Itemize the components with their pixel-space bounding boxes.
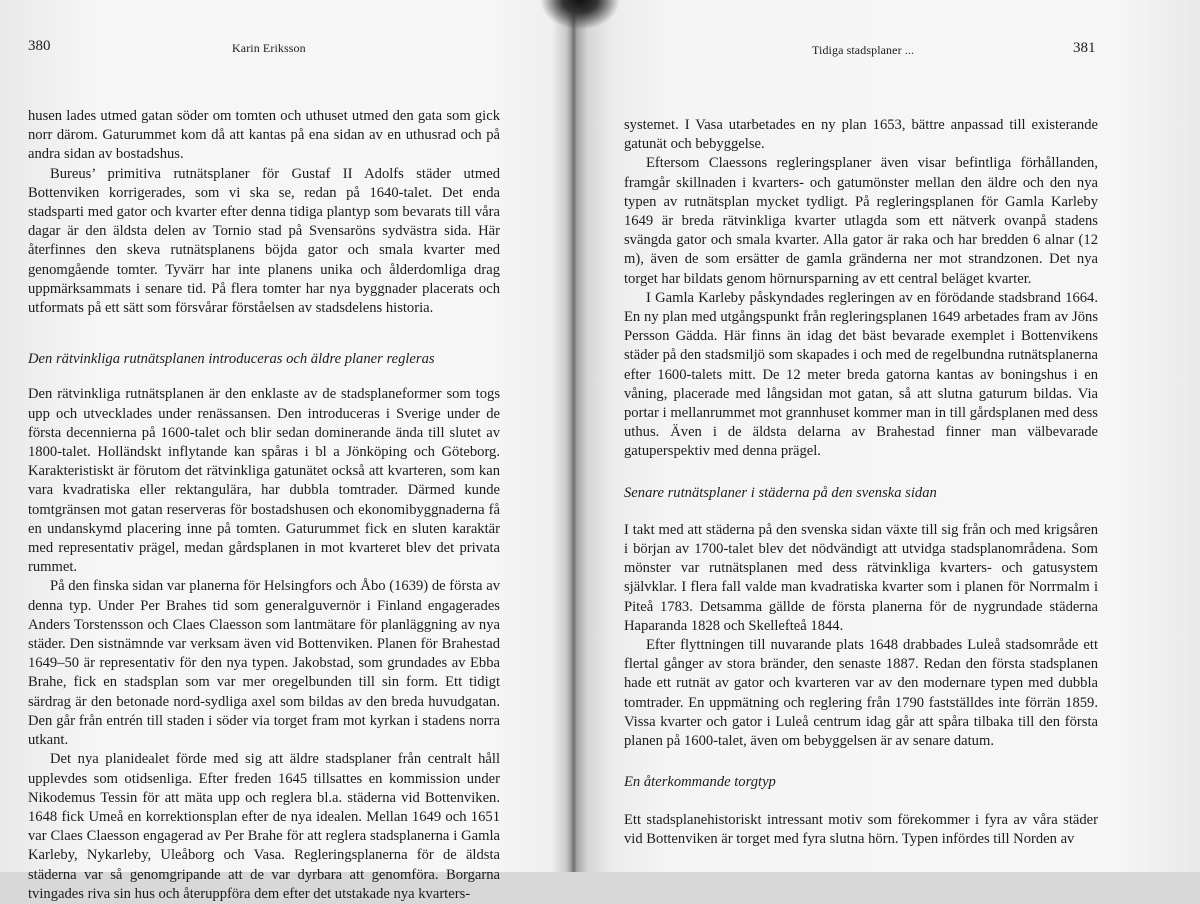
left-text-block: [28, 107, 500, 904]
paragraph: systemet. I Vasa utarbetades en ny plan 1653, bättre anpassad till existerande gatunät och bebyggelse.: [624, 117, 1098, 153]
paragraph: I Gamla Karleby påskyndades regleringen av en förödande stadsbrand 1664. En ny plan med utgångspunkt från regleringsplanen 1649 arbetades fram av Jöns Persson Gädda. Här finns än idag det bäst bevarade exemplet i Bottenvikens städer på den stadsmiljö som skapades i och med de regelbundna rutnätsplanerna efter 1600-talets mitt. De 12 meter breda gatorna kantas av boningshus i en våning, placerade med långsidan mot gatan, så att slutna gaturum bildas. Via portar i mellanrummet mot grannhuset kommer man in till gårdsplanen med dess uthus. Även i de äldsta delarna av Brahestad finner man välbevarade gatuperspektiv med denna prägel.: [624, 289, 1098, 460]
running-head: Tidiga stadsplaner ...: [812, 43, 915, 57]
section-heading: En återkommande torgtyp: [624, 774, 776, 791]
paragraph: I takt med att städerna på den svenska sidan växte till sig från och med krigsåren i början av 1700-talet blev det nödvändigt att utvidga stadsplanområdena. Som mönster var rutnätsplanen med dess rätvinkliga kvarters- och gatusystem självklar. I flera fall valde man kvadratiska kvarter som i planen för Norrmalm i Piteå 1783. Detsamma gällde de första planerna för de nygrundade städerna Haparanda 1828 och Skellefteå 1844.: [624, 521, 1098, 634]
paragraph: På den finska sidan var planerna för Helsingfors och Åbo (1639) de första av denna typ. Under Per Brahes tid som generalguvernör i Finland engagerades Anders Torstensson och Claes Claesson som lantmätare för planläggning av nya städer. Den sistnämnde var verksam även vid Bottenviken. Planen för Brahestad 1649–50 är representativ för den nya typen. Jakobstad, som grundades av Ebba Brahe, fick en stadsplan som var mer oregelbunden till sin form. Ett tidigt särdrag är den betonade nord-sydliga axel som bildas av den breda huvudgatan. Den går från entrén till staden i söder via torget fram mot kyrkan i stadens norra utkant.: [28, 578, 500, 749]
page-number: 380: [28, 38, 51, 54]
gutter-shadow: [540, 0, 620, 30]
paragraph: Den rätvinkliga rutnätsplanen är den enklaste av de stadsplaneformer som togs upp och utvecklades under renässansen. Den introduceras i Sverige under de första decennierna på 1600-talet och blir sedan dominerande ända till slutet av 1800-talet. Holländskt inflytande kan spåras i bl a Jönköping och Göteborg. Karakteristiskt är förutom det rätvinkliga gatunätet också att kvarteren, som kan vara kvadratiska eller rektangulära, har dubbla tomtrader. Därmed kunde tomtgränsen mot gatan reserveras för bostadshusen och ekonomibyggnaderna få en undanskymd placering inne på tomten. Gaturummet fick en sluten karaktär med representativ prägel, medan gårdsplanen in mot kvarteret blev det privata rummet.: [28, 386, 500, 576]
paragraph: Bureus’ primitiva rutnätsplaner för Gustaf II Adolfs städer utmed Bottenviken korrigerades, som vi ska se, redan på 1640-talet. Det enda stadsparti med gator och kvarter efter denna tidiga plantyp som bevarats till våra dagar är den äldsta delen av Tornio stad på Svensaröns sydvästra sida. Här återfinnes den skeva rutnätsplanens böjda gator och smala kvarter med genomgående tomter. Tyvärr har inte planens unika och ålderdomliga drag uppmärksammats i senare tid. På flera tomter har nya byggnader placerats och utformats på ett sätt som försvårar förståelsen av stadsdelens historia.: [28, 165, 500, 317]
section-heading: Senare rutnätsplaner i städerna på den svenska sidan: [624, 484, 937, 501]
paragraph: husen lades utmed gatan söder om tomten och uthuset utmed den gata som gick norr därom. Gaturummet kom då att kantas på ena sidan av en uthusrad och på andra sidan av bostadshus.: [28, 108, 500, 163]
right-text-block: [624, 116, 1098, 849]
paragraph: Efter flyttningen till nuvarande plats 1648 drabbades Luleå stadsområde ett flertal gånger av stora bränder, den senaste 1887. Redan den första stadsplanen hade ett rutnät av gator och kvarteren var av den modernare typen med dubbla tomtrader. En uppmätning och reglering från 1790 fastställdes inte förrän 1859. Vissa kvarter och gator i Luleå centrum idag går att spåra tilbaka till den första planen på 1600-talet, även om bebyggelsen är av senare datum.: [624, 637, 1098, 750]
paragraph: Det nya planidealet förde med sig att äldre stadsplaner från centralt håll upplevdes som otidsenliga. Efter freden 1645 tillsattes en kommission under Nikodemus Tessin för att mäta upp och reglera bl.a. städerna vid Bottenviken. 1648 fick Umeå en korrektionsplan efter de nya idealen. Mellan 1649 och 1651 var Claes Claesson engagerad av Per Brahe för att reglera stadsplanerna i Gamla Karleby, Nykarleby, Uleåborg och Vasa. Regleringsplanerna för de äldsta städerna var så genomgripande att de var dyrbara att genomföra. Borgarna tvingades riva sin hus och återuppföra dem efter det utstakade nya kvarters-: [28, 751, 500, 902]
page-number: 381: [1073, 40, 1096, 56]
paragraph: Ett stadsplanehistoriskt intressant motiv som förekommer i fyra av våra städer vid Bottenviken är torget med fyra slutna hörn. Typen infördes till Norden av: [624, 811, 1098, 847]
running-head: Karin Eriksson: [232, 41, 306, 55]
paragraph: Eftersom Claessons regleringsplaner även visar befintliga förhållanden, framgår skillnaden i kvarters- och gatumönster mellan den äldre och den nya typen av rutnätsplan mycket tydligt. På regleringsplanen för Gamla Karleby 1649 är breda rätvinkliga kvarter utlagda som ett nätverk ovanpå stadens svängda gator och smala kvarter. Alla gator är raka och har bredden 6 alnar (12 m), även de som ersätter de gamla gränderna ner mot strandzonen. Det nya torget har bildats genom hörnursparning av ett central beläget kvarter.: [624, 155, 1098, 287]
section-heading: Den rätvinkliga rutnätsplanen introduceras och äldre planer regleras: [28, 351, 435, 368]
